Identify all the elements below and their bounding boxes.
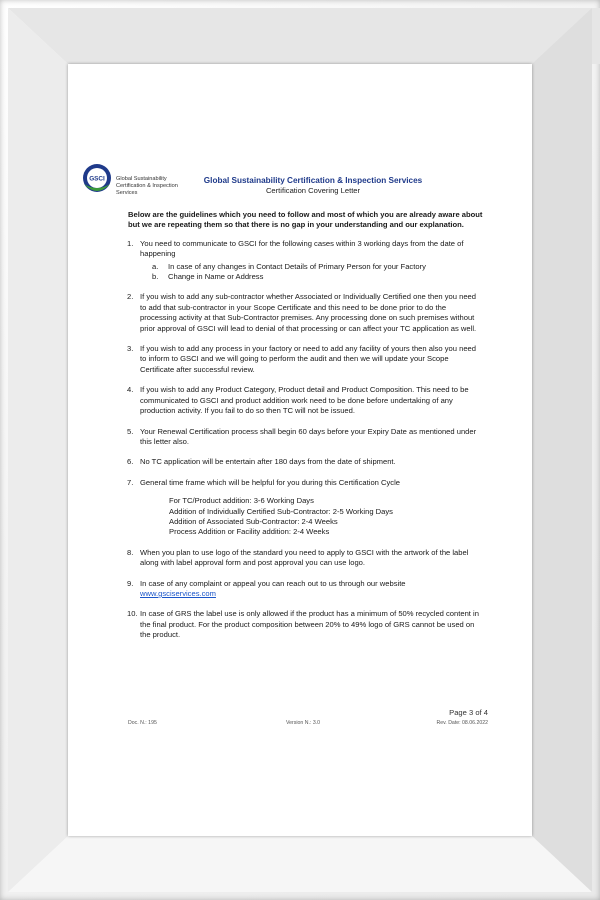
document-content [80, 158, 500, 649]
guidelines-list [80, 239, 500, 641]
list-item [127, 385, 480, 416]
timeframe-line: Addition of Individually Certified Sub-Contractor: 2-5 Working Days [169, 506, 393, 516]
frame-bevel-bottom [8, 836, 592, 892]
item-text: Your Renewal Certification process shall begin 60 days before your Expiry Date as mentioned under this letter also. [140, 426, 477, 446]
sub-item [152, 272, 480, 282]
item-text: When you plan to use logo of the standard you need to apply to GSCI with the artwork of the label along with label approval form and post approval you can use logo. [140, 547, 469, 568]
letter-subtitle: Certification Covering Letter [265, 186, 361, 195]
item-number: 10. [127, 609, 138, 619]
sub-item [152, 262, 480, 272]
timeframe-line: Addition of Associated Sub-Contractor: 2-4 Weeks [169, 516, 338, 526]
timeframe-line: Process Addition or Facility addition: 2-4 Weeks [169, 527, 330, 537]
frame-bevel-top [8, 8, 600, 64]
gsci-logo [80, 162, 114, 196]
frame-bevel-left [8, 8, 68, 892]
version-number: Version N.: 3.0 [286, 720, 321, 726]
list-item [127, 238, 480, 283]
revision-date: Rev. Date: 08.06.2022 [436, 720, 488, 726]
item-text: No TC application will be entertain after 180 days from the date of shipment. [140, 457, 396, 467]
org-name-small: Global Sustainability Certification & Inspection Services [116, 176, 178, 196]
item-text: In case of any complaint or appeal you can reach out to us through our website [140, 578, 406, 588]
list-item [127, 344, 480, 375]
page-number: Page 3 of 4 [449, 708, 488, 717]
doc-number: Doc. N.: 195 [128, 720, 157, 726]
sub-item-text: Change in Name or Address [168, 272, 264, 282]
list-item [127, 457, 480, 467]
item-number: 7. [127, 477, 134, 487]
timeframe-list [169, 496, 480, 538]
sub-item-letter: a. [152, 261, 159, 271]
item-number: 3. [127, 344, 134, 354]
sub-item-letter: b. [152, 272, 159, 282]
item-number: 4. [127, 385, 134, 395]
list-item [127, 426, 480, 448]
item-text: If you wish to add any Product Category, Product detail and Product Composition. This need to be communicated to GSCI and product addition work need to be done before undertaking of any production activity. If you fail to do so then TC will not be issued. [140, 385, 469, 416]
org-title: Global Sustainability Certification & Inspection Services [203, 176, 423, 185]
sub-item-text: In case of any changes in Contact Details of Primary Person for your Factory [168, 261, 426, 271]
list-item [127, 578, 480, 600]
item-text: You need to communicate to GSCI for the following cases within 3 working days from the date of happening [140, 238, 464, 259]
item-text: If you wish to add any process in your factory or need to add any facility of yours then also you need to inform to GSCI and we will going to perform the audit and then we will update your Scope Certificate after successful review. [140, 344, 477, 374]
logo-lettering: GSCI [89, 175, 105, 183]
item-number: 2. [127, 292, 134, 302]
list-item [127, 547, 480, 569]
list-item [127, 477, 480, 538]
frame-bevel-right [532, 8, 592, 892]
item-number: 1. [127, 238, 134, 248]
item-text: If you wish to add any sub-contractor whether Associated or Individually Certified one then you need to add that sub-contractor in your Scope Certificate and this need to be done prior to do the processing activity at that Sub-Contractor premises. Any processing done on such premises without prior approval of GSCI will lead to denial of that processing or can affect your TC application as well. [140, 292, 477, 333]
letter-header [80, 158, 500, 206]
item-number: 5. [127, 426, 134, 436]
intro-paragraph: Below are the guidelines which you need to follow and most of which you are already aware about but we are repeating them so that there is no gap in your understanding and our explanation. [128, 210, 483, 230]
item-text: In case of GRS the label use is only allowed if the product has a minimum of 50% recycled content in the final product. For the product composition between 20% to 49% logo of GRS cannot be used on the product. [140, 609, 479, 640]
list-item [127, 609, 480, 640]
timeframe-line: For TC/Product addition: 3-6 Working Days [169, 496, 314, 506]
sub-list [152, 262, 480, 283]
item-text: General time frame which will be helpful for you during this Certification Cycle [140, 477, 400, 487]
item-number: 8. [127, 547, 134, 557]
list-item [127, 292, 480, 334]
item-number: 6. [127, 457, 134, 467]
website-link[interactable]: www.gsciservices.com [140, 588, 216, 598]
item-number: 9. [127, 578, 134, 588]
